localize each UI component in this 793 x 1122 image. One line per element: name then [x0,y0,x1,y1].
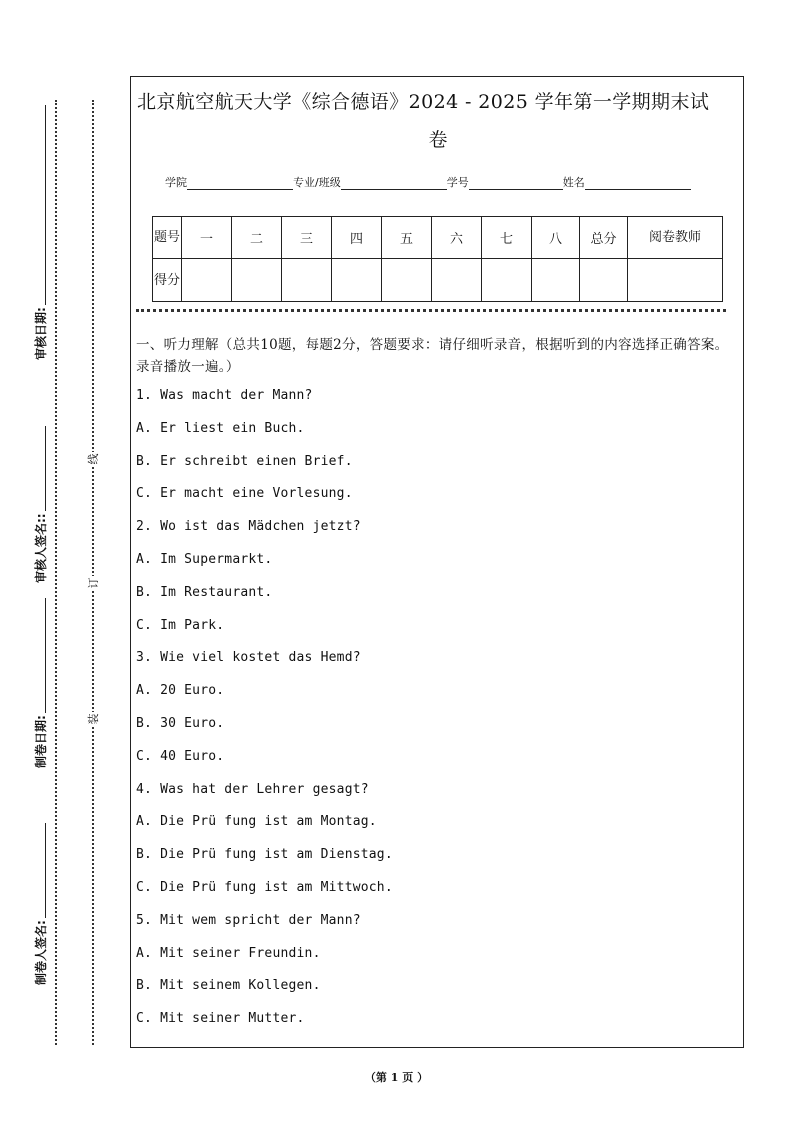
score-cell[interactable] [232,259,282,302]
score-col-total: 总分 [580,217,628,259]
exam-paper-frame [130,76,744,1048]
school-label: 学院 [165,176,187,189]
score-table-score-row [153,259,723,302]
score-cell[interactable] [332,259,382,302]
make-date-blank [35,598,46,713]
exam-title-continued: 卷 [428,129,448,151]
binding-dotted-line-outer [55,100,57,1045]
score-col-5: 五 [382,217,432,259]
section-1-heading: 一、听力理解（总共10题，每题2分，答题要求：请仔细听录音，根据听到的内容选择正确答案。录音播放一遍。） [136,337,729,375]
score-table-row-label-bottom: 得分 [153,259,182,302]
maker-sign-label: 制卷人签名: [34,920,48,985]
score-col-2: 二 [232,217,282,259]
score-cell[interactable] [382,259,432,302]
answer-option[interactable]: B. Mit seinem Kollegen. [136,978,321,994]
review-date-label: 审核日期: [34,307,48,360]
score-col-7: 七 [482,217,532,259]
name-field[interactable] [585,177,691,190]
reviewer-sign-blank [35,426,46,511]
bind-char-line: 线 [82,452,104,466]
student-info-row [165,174,691,190]
score-cell-total[interactable] [580,259,628,302]
question-stem: 2. Wo ist das Mädchen jetzt? [136,519,361,535]
score-table [152,216,723,302]
question-stem: 4. Was hat der Lehrer gesagt? [136,781,369,797]
review-date-field [32,105,49,360]
answer-option[interactable]: A. Mit seiner Freundin. [136,945,321,961]
score-col-6: 六 [432,217,482,259]
answer-option[interactable]: A. Die Prü fung ist am Montag. [136,814,377,830]
maker-sign-field [32,823,49,985]
page-number: （第 1 页 ） [364,1071,429,1084]
binding-margin [0,0,125,1122]
question-stem: 5. Mit wem spricht der Mann? [136,912,361,928]
review-date-blank [35,105,46,305]
answer-option[interactable]: C. 40 Euro. [136,748,225,764]
score-table-header-row [153,217,723,259]
reviewer-sign-label: 审核人签名:: [34,513,48,583]
reviewer-sign-field [32,426,49,583]
answer-option[interactable]: C. Er macht eine Vorlesung. [136,486,353,502]
score-cell[interactable] [182,259,232,302]
score-col-1: 一 [182,217,232,259]
maker-sign-blank [35,823,46,918]
school-field[interactable] [187,177,293,190]
dotted-separator [136,309,726,312]
answer-option[interactable]: B. Die Prü fung ist am Dienstag. [136,847,393,863]
score-col-3: 三 [282,217,332,259]
score-col-grader: 阅卷教师 [628,217,723,259]
answer-option[interactable]: C. Im Park. [136,617,225,633]
score-cell[interactable] [282,259,332,302]
make-date-label: 制卷日期: [34,715,48,768]
answer-option[interactable]: B. Er schreibt einen Brief. [136,453,353,469]
bind-char-staple: 订 [82,576,104,590]
question-stem: 1. Was macht der Mann? [136,388,313,403]
make-date-field [32,598,49,768]
answer-option[interactable]: A. 20 Euro. [136,683,225,699]
major-label: 专业/班级 [293,176,341,189]
answer-option[interactable]: B. Im Restaurant. [136,584,273,600]
binding-dotted-line-inner [92,100,94,1045]
answer-option[interactable]: C. Die Prü fung ist am Mittwoch. [136,880,393,895]
student-id-label: 学号 [446,176,469,189]
score-cell[interactable] [532,259,580,302]
score-cell[interactable] [432,259,482,302]
score-col-4: 四 [332,217,382,259]
score-cell[interactable] [482,259,532,302]
score-cell-grader[interactable] [628,259,723,302]
score-col-8: 八 [532,217,580,259]
exam-title: 北京航空航天大学《综合德语》2024 - 2025 学年第一学期期末试 [137,91,710,113]
answer-option[interactable]: A. Im Supermarkt. [136,552,273,567]
bind-char-bind: 装 [82,712,104,726]
answer-option[interactable]: A. Er liest ein Buch. [136,420,305,436]
score-table-row-label-top: 题号 [153,217,182,259]
answer-option[interactable]: C. Mit seiner Mutter. [136,1011,305,1027]
major-field[interactable] [341,177,447,190]
student-id-field[interactable] [469,177,563,190]
question-stem: 3. Wie viel kostet das Hemd? [136,650,361,666]
name-label: 姓名 [562,176,585,189]
answer-option[interactable]: B. 30 Euro. [136,716,225,731]
